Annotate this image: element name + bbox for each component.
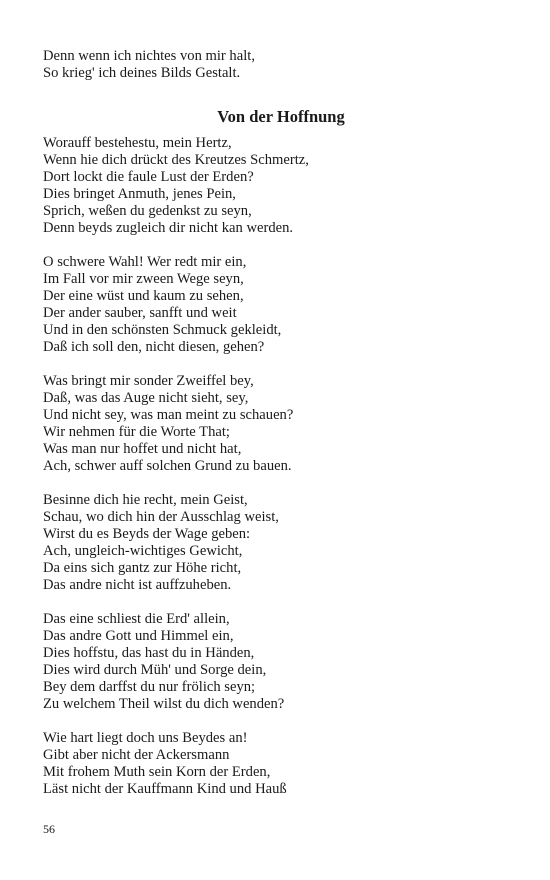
poem-line: Ach, schwer auff solchen Grund zu bauen.	[43, 458, 292, 474]
poem-line: Dies bringet Anmuth, jenes Pein,	[43, 186, 236, 202]
poem-line: Das eine schliest die Erd' allein,	[43, 611, 230, 627]
poem-line: Im Fall vor mir zween Wege seyn,	[43, 271, 244, 287]
poem-line: Zu welchem Theil wilst du dich wenden?	[43, 696, 285, 712]
poem-line: Gibt aber nicht der Ackersmann	[43, 747, 230, 763]
poem-line: Dort lockt die faule Lust der Erden?	[43, 169, 254, 185]
stanza-3	[43, 373, 513, 475]
poem-line: Denn beyds zugleich dir nicht kan werden.	[43, 220, 294, 236]
poem-line: So krieg' ich deines Bilds Gestalt.	[43, 65, 241, 81]
poem-line: Und in den schönsten Schmuck gekleidt,	[43, 322, 282, 338]
poem-line: Der ander sauber, sanfft und weit	[43, 305, 237, 321]
poem-line: Schau, wo dich hin der Ausschlag weist,	[43, 509, 279, 525]
poem-line: Das andre nicht ist auffzuheben.	[43, 577, 232, 593]
poem-line: Da eins sich gantz zur Höhe richt,	[43, 560, 242, 576]
poem-line: Wie hart liegt doch uns Beydes an!	[43, 730, 248, 746]
poem-line: Besinne dich hie recht, mein Geist,	[43, 492, 248, 508]
poem-line: Mit frohem Muth sein Korn der Erden,	[43, 764, 271, 780]
poem-line: Der eine wüst und kaum zu sehen,	[43, 288, 244, 304]
poem-line: Was man nur hoffet und nicht hat,	[43, 441, 242, 457]
poem-line: Was bringt mir sonder Zweiffel bey,	[43, 373, 254, 389]
poem-line: Das andre Gott und Himmel ein,	[43, 628, 234, 644]
poem-title: Von der Hoffnung	[217, 107, 345, 126]
poem-line: Läst nicht der Kauffmann Kind und Hauß	[43, 781, 287, 797]
poem-line: Wirst du es Beyds der Wage geben:	[43, 526, 251, 542]
poem-line: Daß, was das Auge nicht sieht, sey,	[43, 390, 249, 406]
stanza-4	[43, 492, 513, 594]
poem-line: Sprich, weßen du gedenkst zu seyn,	[43, 203, 252, 219]
page-number: 56	[43, 822, 55, 836]
poem-line: Bey dem darffst du nur frölich seyn;	[43, 679, 256, 695]
poem-line: Dies wird durch Müh' und Sorge dein,	[43, 662, 267, 678]
poem-line: Wir nehmen für die Worte That;	[43, 424, 230, 440]
poem-line: Dies hoffstu, das hast du in Händen,	[43, 645, 255, 661]
stanza-6	[43, 730, 513, 798]
poem-line: Ach, ungleich-wichtiges Gewicht,	[43, 543, 243, 559]
poem-line: Und nicht sey, was man meint zu schauen?	[43, 407, 294, 423]
intro-stanza	[43, 48, 513, 82]
poem-line: Denn wenn ich nichtes von mir halt,	[43, 48, 255, 64]
stanza-1	[43, 135, 513, 237]
poem-line: Wenn hie dich drückt des Kreutzes Schmertz,	[43, 152, 309, 168]
stanza-2	[43, 254, 513, 356]
poem-line: O schwere Wahl! Wer redt mir ein,	[43, 254, 247, 270]
page-content	[43, 48, 513, 798]
poem-line: Worauff bestehestu, mein Hertz,	[43, 135, 232, 151]
stanza-5	[43, 611, 513, 713]
poem-line: Daß ich soll den, nicht diesen, gehen?	[43, 339, 265, 355]
